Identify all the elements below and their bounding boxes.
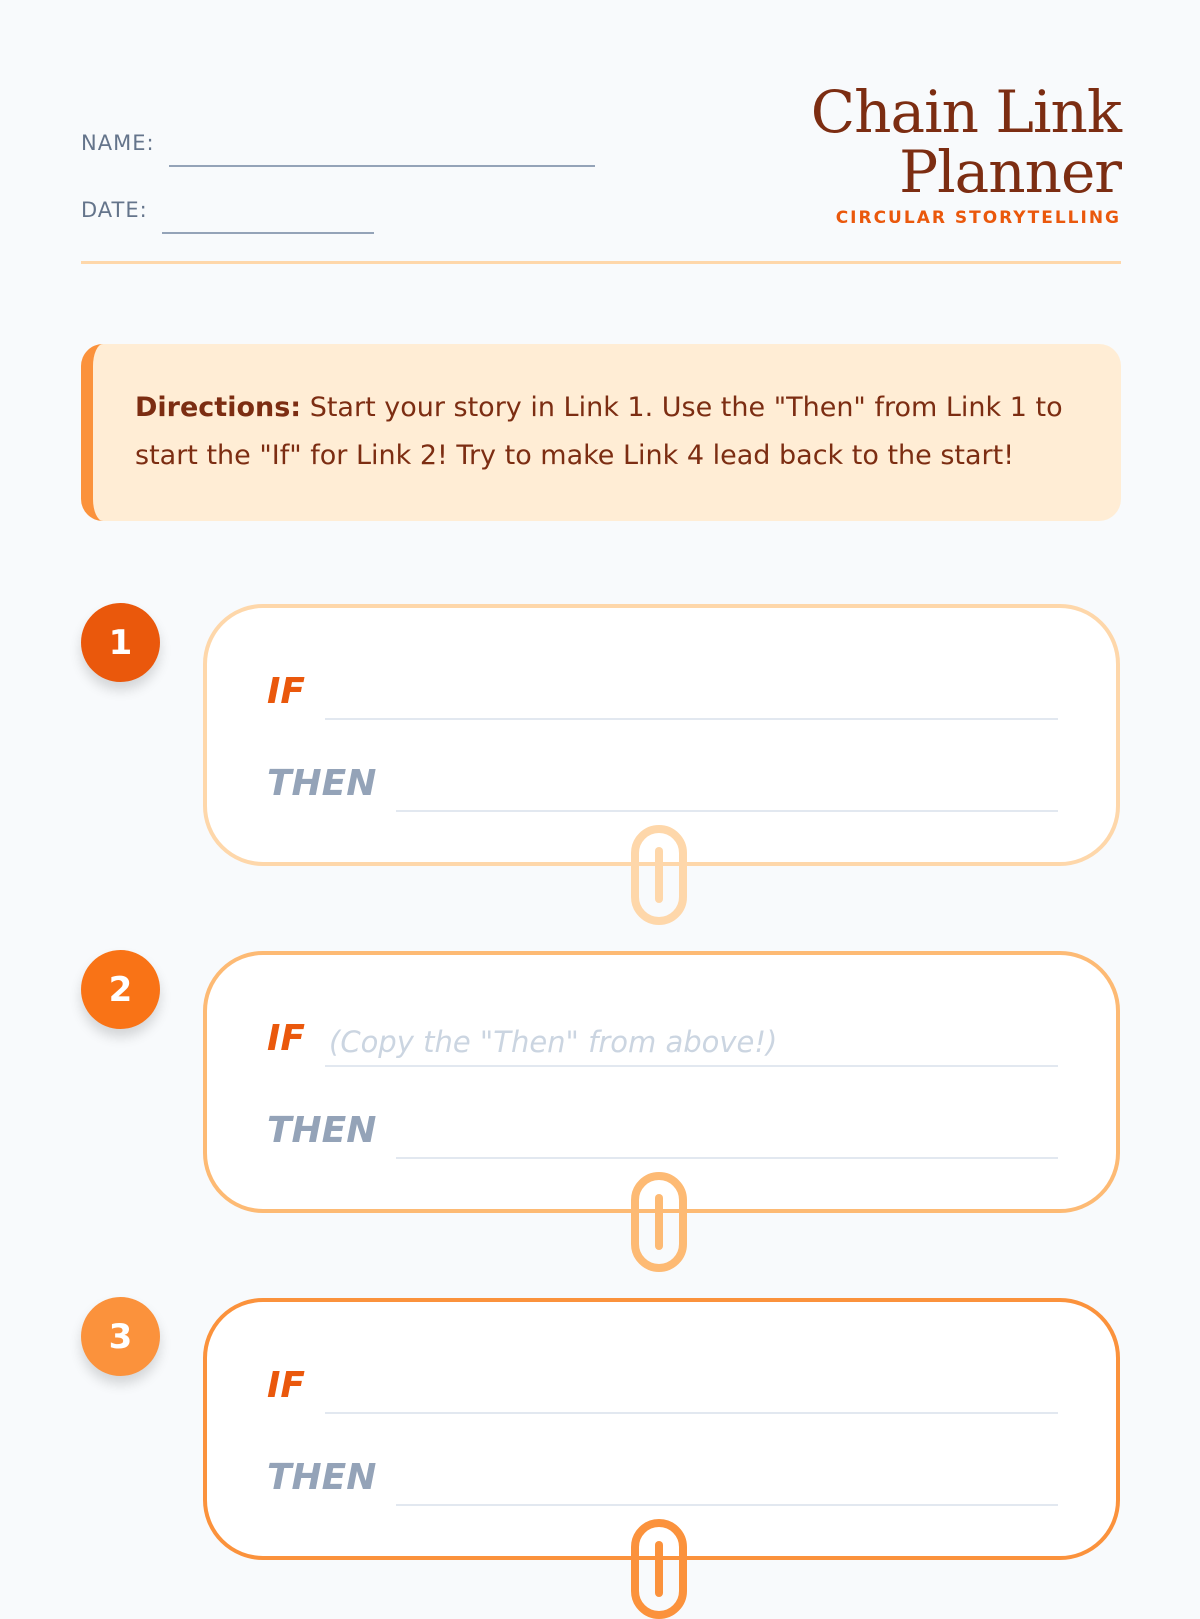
- page-title-line1: Chain Link: [810, 78, 1121, 146]
- worksheet-header: [81, 0, 1121, 264]
- chain-link-icon: [631, 1519, 687, 1619]
- directions-lead: Directions:: [135, 392, 302, 423]
- date-label: DATE:: [81, 198, 148, 222]
- name-label: NAME:: [81, 131, 155, 155]
- directions-text: Start your story in Link 1. Use the "Then" from Link 1 to start the "If" for Link 2! Try to make Link 4 lead back to the start!: [135, 392, 1063, 471]
- if-input-line[interactable]: [325, 678, 1058, 720]
- link-number-badge: [81, 1297, 160, 1376]
- if-row: [267, 1019, 1058, 1059]
- directions-box: [81, 344, 1121, 521]
- link-number-badge: [81, 603, 160, 682]
- title-block: [810, 78, 1121, 228]
- then-label: THEN: [267, 1457, 377, 1498]
- then-input-line[interactable]: [396, 770, 1058, 812]
- link-number: 3: [108, 1316, 133, 1357]
- if-hint-text: (Copy the "Then" from above!): [329, 1025, 778, 1059]
- then-label: THEN: [267, 763, 377, 804]
- name-input-line[interactable]: [169, 165, 595, 167]
- date-input-line[interactable]: [162, 232, 374, 234]
- if-input-line[interactable]: [325, 1025, 1058, 1067]
- chain-link-icon: [631, 825, 687, 925]
- if-input-line[interactable]: [325, 1372, 1058, 1414]
- if-label: IF: [267, 671, 305, 712]
- link-number: 2: [108, 969, 133, 1010]
- then-row: [267, 764, 1058, 804]
- link-number: 1: [108, 622, 133, 663]
- if-row: [267, 672, 1058, 712]
- page-title-line2: Planner: [899, 138, 1121, 206]
- page-subtitle: CIRCULAR STORYTELLING: [835, 208, 1121, 228]
- then-label: THEN: [267, 1110, 377, 1151]
- link-number-badge: [81, 950, 160, 1029]
- if-label: IF: [267, 1018, 305, 1059]
- date-field-row: [81, 198, 374, 222]
- then-row: [267, 1458, 1058, 1498]
- then-row: [267, 1111, 1058, 1151]
- then-input-line[interactable]: [396, 1117, 1058, 1159]
- if-row: [267, 1366, 1058, 1406]
- name-field-row: [81, 131, 595, 155]
- if-label: IF: [267, 1365, 305, 1406]
- chain-link-icon: [631, 1172, 687, 1272]
- then-input-line[interactable]: [396, 1464, 1058, 1506]
